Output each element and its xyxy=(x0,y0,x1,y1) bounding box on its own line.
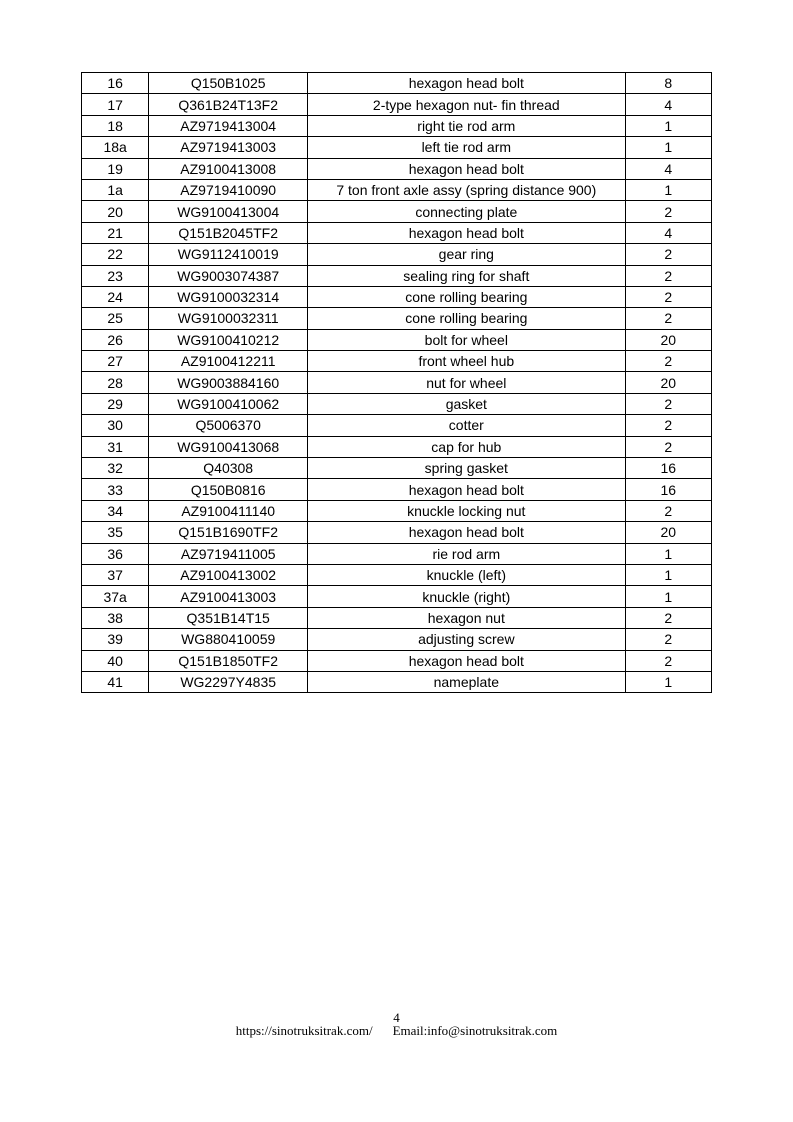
quantity-cell: 2 xyxy=(625,500,711,521)
part-name-cell: left tie rod arm xyxy=(308,137,626,158)
quantity-cell: 2 xyxy=(625,244,711,265)
part-name-cell: hexagon head bolt xyxy=(308,222,626,243)
part-number-cell: 36 xyxy=(82,543,149,564)
parts-table xyxy=(81,72,712,693)
part-name-cell: nameplate xyxy=(308,671,626,692)
table-row xyxy=(82,393,712,414)
table-row xyxy=(82,94,712,115)
part-code-cell: WG9100413004 xyxy=(149,201,308,222)
part-code-cell: AZ9719413004 xyxy=(149,115,308,136)
quantity-cell: 1 xyxy=(625,137,711,158)
quantity-cell: 4 xyxy=(625,222,711,243)
part-number-cell: 20 xyxy=(82,201,149,222)
quantity-cell: 1 xyxy=(625,115,711,136)
part-code-cell: Q150B1025 xyxy=(149,73,308,94)
table-row xyxy=(82,458,712,479)
part-code-cell: AZ9100413003 xyxy=(149,586,308,607)
part-code-cell: WG9100413068 xyxy=(149,436,308,457)
table-row xyxy=(82,522,712,543)
table-row xyxy=(82,629,712,650)
part-name-cell: hexagon head bolt xyxy=(308,479,626,500)
table-row xyxy=(82,115,712,136)
part-number-cell: 17 xyxy=(82,94,149,115)
part-name-cell: adjusting screw xyxy=(308,629,626,650)
part-name-cell: hexagon head bolt xyxy=(308,650,626,671)
part-code-cell: AZ9100413002 xyxy=(149,564,308,585)
quantity-cell: 1 xyxy=(625,586,711,607)
table-row xyxy=(82,351,712,372)
part-name-cell: 2-type hexagon nut- fin thread xyxy=(308,94,626,115)
part-name-cell: hexagon head bolt xyxy=(308,73,626,94)
table-row xyxy=(82,201,712,222)
part-code-cell: WG880410059 xyxy=(149,629,308,650)
quantity-cell: 4 xyxy=(625,94,711,115)
quantity-cell: 2 xyxy=(625,415,711,436)
table-row xyxy=(82,586,712,607)
quantity-cell: 2 xyxy=(625,308,711,329)
part-code-cell: AZ9100411140 xyxy=(149,500,308,521)
part-name-cell: right tie rod arm xyxy=(308,115,626,136)
part-code-cell: WG2297Y4835 xyxy=(149,671,308,692)
table-row xyxy=(82,415,712,436)
part-code-cell: AZ9719411005 xyxy=(149,543,308,564)
website-link[interactable]: https://sinotruksitrak.com/ xyxy=(235,1023,373,1038)
part-name-cell: 7 ton front axle assy (spring distance 900) xyxy=(308,179,626,200)
part-name-cell: rie rod arm xyxy=(308,543,626,564)
part-name-cell: hexagon head bolt xyxy=(308,522,626,543)
part-code-cell: Q150B0816 xyxy=(149,479,308,500)
table-row xyxy=(82,73,712,94)
part-number-cell: 28 xyxy=(82,372,149,393)
part-code-cell: Q40308 xyxy=(149,458,308,479)
part-code-cell: WG9003074387 xyxy=(149,265,308,286)
part-number-cell: 29 xyxy=(82,393,149,414)
part-name-cell: gasket xyxy=(308,393,626,414)
part-number-cell: 18a xyxy=(82,137,149,158)
table-row xyxy=(82,436,712,457)
part-name-cell: knuckle (right) xyxy=(308,586,626,607)
part-name-cell: cone rolling bearing xyxy=(308,286,626,307)
quantity-cell: 2 xyxy=(625,436,711,457)
parts-table-body xyxy=(82,73,712,693)
part-number-cell: 30 xyxy=(82,415,149,436)
part-number-cell: 21 xyxy=(82,222,149,243)
part-code-cell: AZ9100412211 xyxy=(149,351,308,372)
table-row xyxy=(82,137,712,158)
table-row xyxy=(82,543,712,564)
part-number-cell: 1a xyxy=(82,179,149,200)
part-name-cell: knuckle (left) xyxy=(308,564,626,585)
part-number-cell: 25 xyxy=(82,308,149,329)
part-code-cell: WG9100032311 xyxy=(149,308,308,329)
part-name-cell: nut for wheel xyxy=(308,372,626,393)
part-name-cell: knuckle locking nut xyxy=(308,500,626,521)
part-code-cell: WG9100410062 xyxy=(149,393,308,414)
part-code-cell: Q151B1690TF2 xyxy=(149,522,308,543)
part-number-cell: 18 xyxy=(82,115,149,136)
part-code-cell: Q151B2045TF2 xyxy=(149,222,308,243)
table-row xyxy=(82,308,712,329)
part-number-cell: 32 xyxy=(82,458,149,479)
part-name-cell: bolt for wheel xyxy=(308,329,626,350)
part-number-cell: 39 xyxy=(82,629,149,650)
part-name-cell: connecting plate xyxy=(308,201,626,222)
quantity-cell: 2 xyxy=(625,393,711,414)
quantity-cell: 1 xyxy=(625,564,711,585)
table-row xyxy=(82,671,712,692)
table-row xyxy=(82,650,712,671)
part-number-cell: 27 xyxy=(82,351,149,372)
part-name-cell: spring gasket xyxy=(308,458,626,479)
part-number-cell: 19 xyxy=(82,158,149,179)
part-number-cell: 23 xyxy=(82,265,149,286)
part-name-cell: gear ring xyxy=(308,244,626,265)
quantity-cell: 16 xyxy=(625,458,711,479)
part-code-cell: Q151B1850TF2 xyxy=(149,650,308,671)
part-number-cell: 31 xyxy=(82,436,149,457)
part-name-cell: sealing ring for shaft xyxy=(308,265,626,286)
part-number-cell: 16 xyxy=(82,73,149,94)
table-row xyxy=(82,607,712,628)
quantity-cell: 2 xyxy=(625,650,711,671)
part-number-cell: 37a xyxy=(82,586,149,607)
page-number: 4 xyxy=(393,1010,400,1025)
part-name-cell: cone rolling bearing xyxy=(308,308,626,329)
email-link[interactable]: Email:info@sinotruksitrak.com xyxy=(392,1023,558,1038)
part-code-cell: WG9003884160 xyxy=(149,372,308,393)
part-number-cell: 37 xyxy=(82,564,149,585)
quantity-cell: 20 xyxy=(625,329,711,350)
part-number-cell: 40 xyxy=(82,650,149,671)
part-name-cell: hexagon head bolt xyxy=(308,158,626,179)
table-row xyxy=(82,329,712,350)
part-code-cell: Q351B14T15 xyxy=(149,607,308,628)
footer-contact xyxy=(0,1023,793,1039)
table-row xyxy=(82,479,712,500)
part-number-cell: 38 xyxy=(82,607,149,628)
part-code-cell: AZ9719410090 xyxy=(149,179,308,200)
part-number-cell: 26 xyxy=(82,329,149,350)
quantity-cell: 4 xyxy=(625,158,711,179)
table-row xyxy=(82,265,712,286)
table-row xyxy=(82,244,712,265)
part-code-cell: Q5006370 xyxy=(149,415,308,436)
quantity-cell: 1 xyxy=(625,671,711,692)
quantity-cell: 20 xyxy=(625,522,711,543)
table-row xyxy=(82,564,712,585)
part-code-cell: AZ9100413008 xyxy=(149,158,308,179)
quantity-cell: 2 xyxy=(625,607,711,628)
quantity-cell: 2 xyxy=(625,265,711,286)
table-row xyxy=(82,372,712,393)
quantity-cell: 2 xyxy=(625,629,711,650)
part-name-cell: cap for hub xyxy=(308,436,626,457)
part-name-cell: hexagon nut xyxy=(308,607,626,628)
part-number-cell: 35 xyxy=(82,522,149,543)
part-number-cell: 24 xyxy=(82,286,149,307)
quantity-cell: 16 xyxy=(625,479,711,500)
quantity-cell: 2 xyxy=(625,201,711,222)
table-row xyxy=(82,179,712,200)
part-code-cell: AZ9719413003 xyxy=(149,137,308,158)
table-row xyxy=(82,222,712,243)
part-name-cell: front wheel hub xyxy=(308,351,626,372)
part-number-cell: 33 xyxy=(82,479,149,500)
quantity-cell: 8 xyxy=(625,73,711,94)
quantity-cell: 1 xyxy=(625,543,711,564)
part-code-cell: WG9100410212 xyxy=(149,329,308,350)
part-code-cell: WG9112410019 xyxy=(149,244,308,265)
part-name-cell: cotter xyxy=(308,415,626,436)
table-row xyxy=(82,500,712,521)
part-number-cell: 41 xyxy=(82,671,149,692)
quantity-cell: 20 xyxy=(625,372,711,393)
part-number-cell: 22 xyxy=(82,244,149,265)
table-row xyxy=(82,286,712,307)
part-number-cell: 34 xyxy=(82,500,149,521)
quantity-cell: 2 xyxy=(625,351,711,372)
part-code-cell: WG9100032314 xyxy=(149,286,308,307)
table-row xyxy=(82,158,712,179)
part-code-cell: Q361B24T13F2 xyxy=(149,94,308,115)
quantity-cell: 2 xyxy=(625,286,711,307)
quantity-cell: 1 xyxy=(625,179,711,200)
